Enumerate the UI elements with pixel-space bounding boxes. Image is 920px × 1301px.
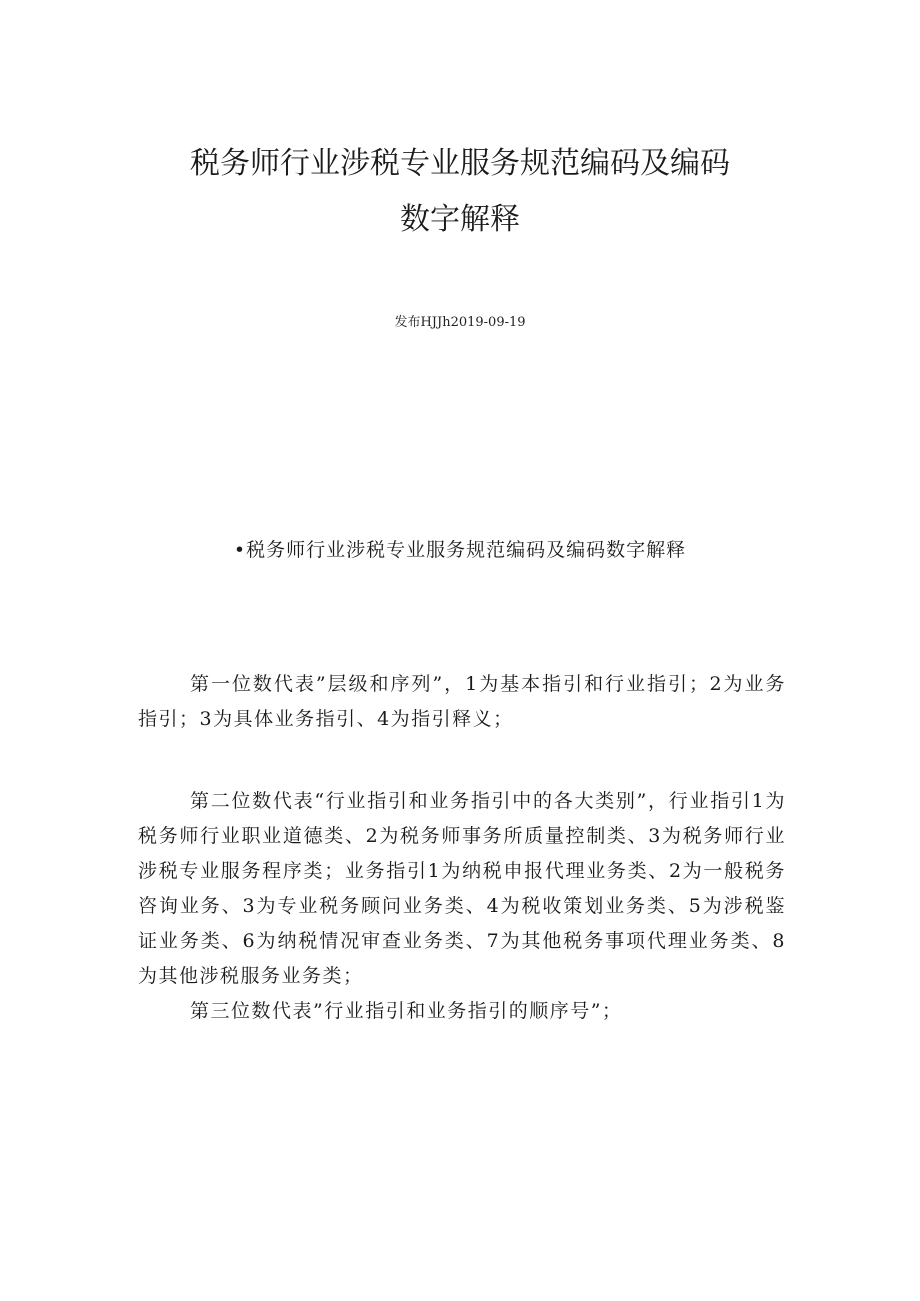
- publish-info: 发布HJJh2019-09-19: [394, 315, 526, 330]
- paragraph-first-digit: 第一位数代表”层级和序列”，1为基本指引和行业指引；2为业务指引；3为具体业务指引、4为指引释义；: [138, 673, 786, 730]
- paragraph-third-digit: 第三位数代表”行业指引和业务指引的顺序号”；: [190, 1000, 623, 1022]
- document-title-line-1: 税务师行业涉税专业服务规范编码及编码: [190, 146, 730, 181]
- paragraph-second-digit: 第二位数代表“行业指引和业务指引中的各大类别”，行业指引1为税务师行业职业道德类、2为税务师事务所质量控制类、3为税务师行业涉税专业服务程序类；业务指引1为纳税申报代理业务类、2为一般税务咨询业务、3为专业税务顾问业务类、4为税收策划业务类、5为涉税鉴证业务类、6为纳税情况审查业务类、7为其他税务事项代理业务类、8为其他涉税服务业务类；: [138, 790, 786, 987]
- document-title-line-2: 数字解释: [400, 202, 520, 237]
- section-subtitle: •税务师行业涉税专业服务规范编码及编码数字解释: [233, 539, 687, 561]
